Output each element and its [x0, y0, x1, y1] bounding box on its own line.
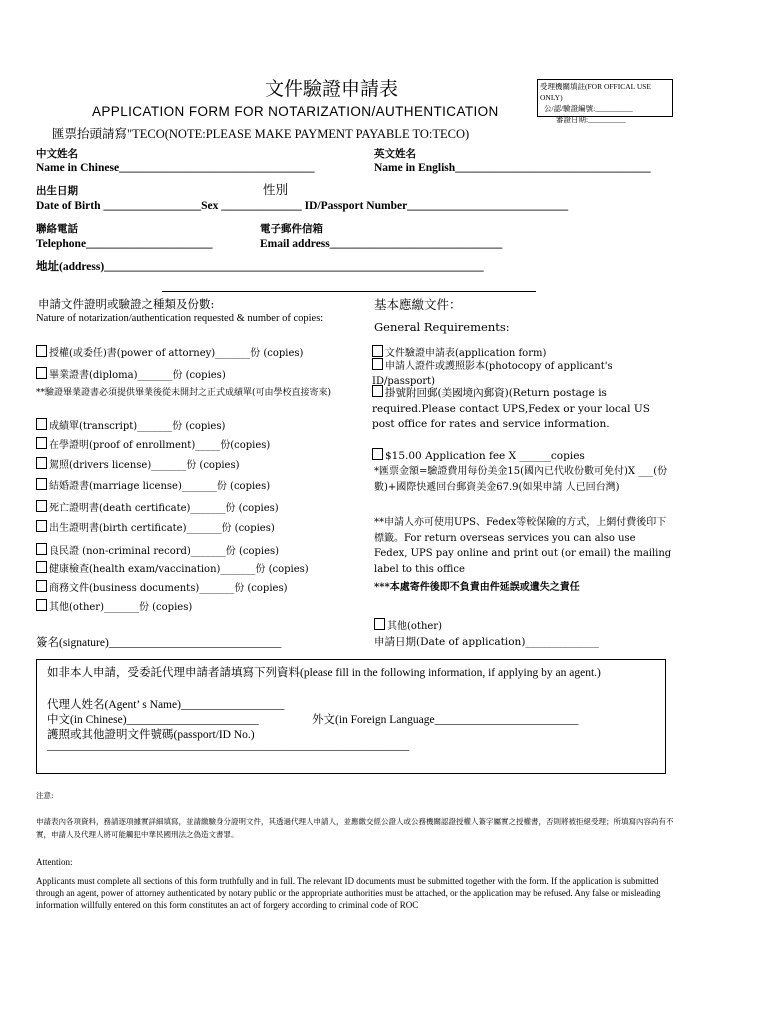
- checkbox[interactable]: [36, 599, 47, 611]
- item-transcript[interactable]: 成績單(transcript)_______份 (copies): [36, 417, 225, 432]
- name-chinese-label-cn: 中文姓名: [36, 148, 78, 160]
- application-date-field[interactable]: 申請日期(Date of application)______________: [374, 636, 599, 648]
- fee-note: *匯票金額=驗證費用每份美金15(國內已代收份數可免付)X ___(份數)+國際快遞回台郵資美金67.9(如果申請 人已回台灣): [374, 466, 668, 493]
- notes-heading-cn: 注意:: [36, 791, 54, 800]
- item-power-of-attorney[interactable]: 授權(或委任)書(power of attorney)_______份 (copies): [36, 344, 303, 359]
- checkbox[interactable]: [36, 500, 47, 512]
- checkbox[interactable]: [36, 520, 47, 532]
- item-business-documents[interactable]: 商務文件(business documents)_______份 (copies): [36, 579, 287, 594]
- checkbox[interactable]: [36, 457, 47, 469]
- item-birth-certificate[interactable]: 出生證明書(birth certificate)_______份 (copies): [36, 519, 275, 534]
- telephone-label-cn: 聯絡電話: [36, 223, 78, 235]
- official-use-box: [537, 79, 673, 124]
- checkbox[interactable]: [374, 618, 385, 630]
- notes-text-en: Applicants must complete all sections of this form truthfully and in full. The relevant ID documents must be submitted together with the form. If the application is submitted through an agent, power of attorney authenticated by notary public or the appropriate authorities must be attached, or the application may be refused. Any false or misleading information willfully entered on this form constitutes an act of forgery according to criminal code of ROC: [36, 876, 661, 910]
- checkbox[interactable]: [372, 345, 383, 357]
- liability-warning: ***本處寄件後即不負責由件延誤或遺失之責任: [374, 582, 580, 593]
- signature-field[interactable]: 簽名(signature)______________________________: [36, 637, 282, 649]
- item-marriage-license[interactable]: 結婚證書(marriage license)_______份 (copies): [36, 477, 270, 492]
- nature-heading-cn: 申請文件證明或驗證之種類及份數:: [38, 297, 215, 311]
- item-health-exam[interactable]: 健康檢查(health exam/vaccination)_______份 (copies): [36, 560, 309, 575]
- address-extra-line: [162, 291, 536, 292]
- form-title-chinese: 文件驗證申請表: [265, 78, 399, 100]
- name-chinese-field[interactable]: Name in Chinese__________________________________: [36, 162, 315, 174]
- item-non-criminal-record[interactable]: 良民證 (non-criminal record)_______份 (copies): [36, 542, 279, 557]
- notes-heading-en: Attention:: [36, 857, 73, 867]
- agent-section: [36, 659, 666, 774]
- req-other[interactable]: 其他(other): [374, 617, 442, 632]
- checkbox[interactable]: [36, 561, 47, 573]
- notes-text-cn: 申請表內各項資料，務請逐項據實詳細填寫，並請繳驗身分證明文件，其透過代理人申請人，並應繳交經公證人或公務機關認證授權人簽字屬實之授權書，否則將被拒絕受理；所填寫內容尚有不實，申請人及代理人將可能觸犯中華民國刑法之偽造文書罪。: [36, 817, 674, 839]
- agent-passport-field[interactable]: _______________________________________________________________: [47, 740, 410, 752]
- req-return-postage[interactable]: 掛號附回郵(美國境內郵資)(Return postage is required.Please contact UPS,Fedex or your local US post office for rates and service information.: [372, 387, 650, 430]
- checkbox[interactable]: [36, 345, 47, 357]
- requirements-heading-en: General Requirements:: [374, 320, 510, 334]
- email-label-cn: 電子郵件信箱: [260, 223, 323, 235]
- return-service-note: **申請人亦可使用UPS、Fedex等較保險的方式，上網付費後印下標籤。For return overseas services you can also use Fedex, UPS pay online and print out (or email) the mailing label to this office: [374, 517, 672, 575]
- agent-intro: 如非本人申請，受委託代理申請者請填寫下列資料(please fill in the following information, if applying by an agent.): [47, 667, 601, 679]
- name-english-label-cn: 英文姓名: [374, 148, 416, 160]
- checkbox[interactable]: [372, 385, 383, 397]
- telephone-field[interactable]: Telephone______________________: [36, 238, 213, 250]
- checkbox[interactable]: [36, 580, 47, 592]
- diploma-note: **驗證畢業證書必須提供畢業後從未開封之正式成績單(可由學校直接寄來): [36, 388, 332, 398]
- req-id-photocopy[interactable]: 申請人證件或護照影本(photocopy of applicant's ID/passport): [372, 358, 672, 389]
- nature-heading-en: Nature of notarization/authentication requested & number of copies:: [36, 313, 324, 324]
- item-enrollment[interactable]: 在學證明(proof of enrollment)_____份(copies): [36, 436, 270, 451]
- sex-label-cn: 性別: [263, 182, 289, 197]
- item-diploma[interactable]: 畢業證書(diploma)_______份 (copies): [36, 366, 226, 381]
- agent-name-field[interactable]: 代理人姓名(Agent’ s Name)__________________: [47, 699, 285, 711]
- agent-passport-label: 護照或其他證明文件號碼(passport/ID No.): [47, 729, 255, 741]
- payment-note: 匯票抬頭請寫"TECO(NOTE:PLEASE MAKE PAYMENT PAYABLE TO:TECO): [52, 127, 470, 141]
- dob-label-cn: 出生日期: [36, 185, 78, 197]
- name-english-field[interactable]: Name in English__________________________________: [374, 162, 651, 174]
- checkbox[interactable]: [36, 418, 47, 430]
- req-application-form[interactable]: 文件驗證申請表(application form): [372, 344, 546, 359]
- email-field[interactable]: Email address______________________________: [260, 238, 503, 250]
- requirements-heading-cn: 基本應繳文件：: [374, 297, 462, 312]
- form-title-english: APPLICATION FORM FOR NOTARIZATION/AUTHENTICATION: [92, 104, 499, 119]
- agent-chinese-name-field[interactable]: 中文(in Chinese)_______________________: [47, 714, 259, 726]
- dob-sex-id-fields[interactable]: Date of Birth _________________Sex ______________ ID/Passport Number____________________________: [36, 200, 569, 212]
- checkbox[interactable]: [36, 543, 47, 555]
- checkbox[interactable]: [36, 367, 47, 379]
- checkbox[interactable]: [372, 448, 383, 460]
- address-field[interactable]: 地址(address)__________________________________________________________________: [36, 261, 484, 273]
- official-use-number: 公/認/驗證編號:__________: [544, 104, 633, 113]
- checkbox[interactable]: [36, 478, 47, 490]
- official-use-date: 審證日期:__________: [556, 115, 626, 124]
- item-death-certificate[interactable]: 死亡證明書(death certificate)_______份 (copies): [36, 499, 279, 514]
- item-drivers-license[interactable]: 駕照(drivers license)_______份 (copies): [36, 456, 240, 471]
- checkbox[interactable]: [372, 358, 383, 370]
- req-application-fee[interactable]: $15.00 Application fee X ______copies: [372, 448, 585, 462]
- official-use-title: 受理機關填註(FOR OFFICAL USE ONLY): [540, 82, 651, 102]
- agent-foreign-name-field[interactable]: 外文(in Foreign Language_________________________: [312, 714, 579, 726]
- item-other[interactable]: 其他(other)_______份 (copies): [36, 598, 192, 613]
- checkbox[interactable]: [36, 437, 47, 449]
